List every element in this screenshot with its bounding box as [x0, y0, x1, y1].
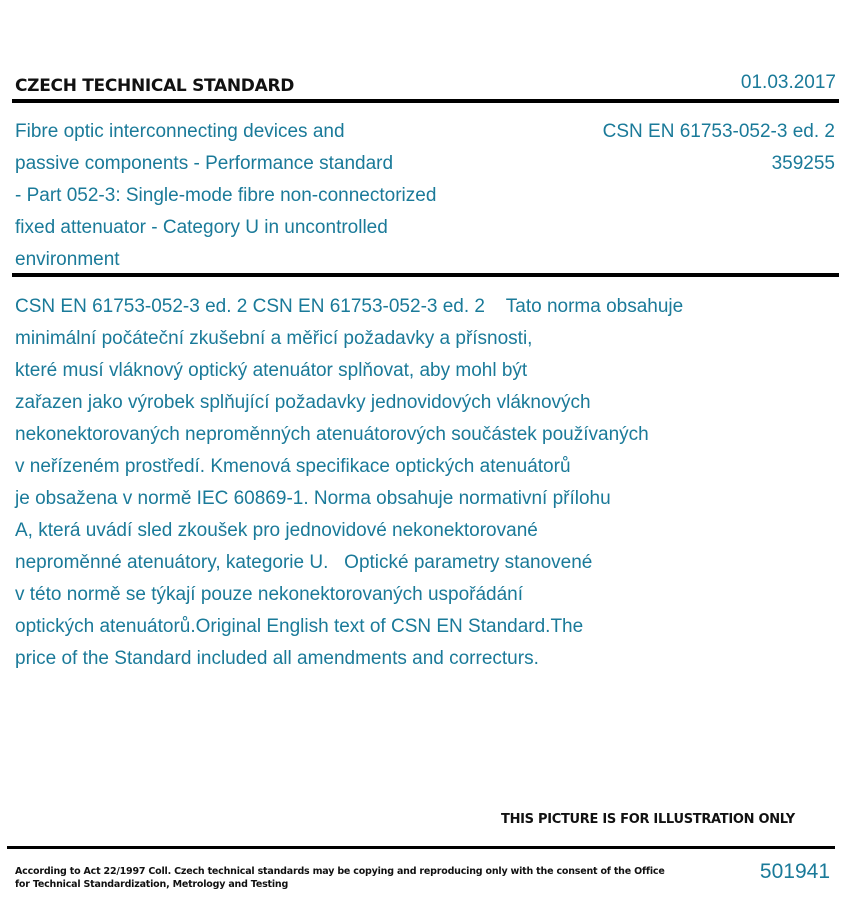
- standard-identifiers: [603, 116, 835, 180]
- description-line: zařazen jako výrobek splňující požadavky jednovidových vláknových: [15, 392, 591, 413]
- document-number: 501941: [759, 860, 830, 883]
- standard-title: [15, 116, 515, 276]
- title-line: environment: [15, 249, 120, 270]
- description-line: nekonektorovaných neproměnných atenuátorových součástek používaných: [15, 424, 649, 445]
- catalog-number: 359255: [771, 153, 835, 174]
- standard-description: [15, 291, 845, 675]
- description-line: price of the Standard included all amendments and correcturs.: [15, 648, 539, 669]
- publication-date: 01.03.2017: [740, 72, 836, 93]
- description-line: optických atenuátorů.Original English text of CSN EN Standard.The: [15, 616, 584, 637]
- description-line: A, která uvádí sled zkoušek pro jednovidové nekonektorované: [15, 520, 538, 541]
- legal-notice: [15, 865, 665, 891]
- title-line: fixed attenuator - Category U in uncontrolled: [15, 217, 388, 238]
- legal-notice-line: According to Act 22/1997 Coll. Czech technical standards may be copying and reproducing only with the consent of the Office: [15, 866, 665, 877]
- description-line: v neřízeném prostředí. Kmenová specifikace optických atenuátorů: [15, 456, 571, 477]
- title-divider: [12, 273, 839, 277]
- footer-divider: [7, 846, 835, 849]
- standard-code: CSN EN 61753-052-3 ed. 2: [602, 121, 835, 142]
- standard-type-label: CZECH TECHNICAL STANDARD: [15, 76, 295, 96]
- legal-notice-line: for Technical Standardization, Metrology and Testing: [15, 879, 289, 890]
- description-line: neproměnné atenuátory, kategorie U. Optické parametry stanovené: [15, 552, 593, 573]
- illustration-disclaimer: THIS PICTURE IS FOR ILLUSTRATION ONLY: [501, 812, 795, 827]
- description-line: je obsažena v normě IEC 60869-1. Norma obsahuje normativní přílohu: [15, 488, 611, 509]
- description-line: které musí vláknový optický atenuátor splňovat, aby mohl být: [15, 360, 528, 381]
- description-line: CSN EN 61753-052-3 ed. 2 CSN EN 61753-052-3 ed. 2 Tato norma obsahuje: [15, 296, 684, 317]
- title-line: Fibre optic interconnecting devices and: [15, 121, 345, 142]
- header-divider: [12, 99, 839, 103]
- title-line: passive components - Performance standard: [15, 153, 394, 174]
- title-line: - Part 052-3: Single-mode fibre non-connectorized: [15, 185, 437, 206]
- description-line: minimální počáteční zkušební a měřicí požadavky a přísnosti,: [15, 328, 533, 349]
- description-line: v této normě se týkají pouze nekonektorovaných uspořádání: [15, 584, 524, 605]
